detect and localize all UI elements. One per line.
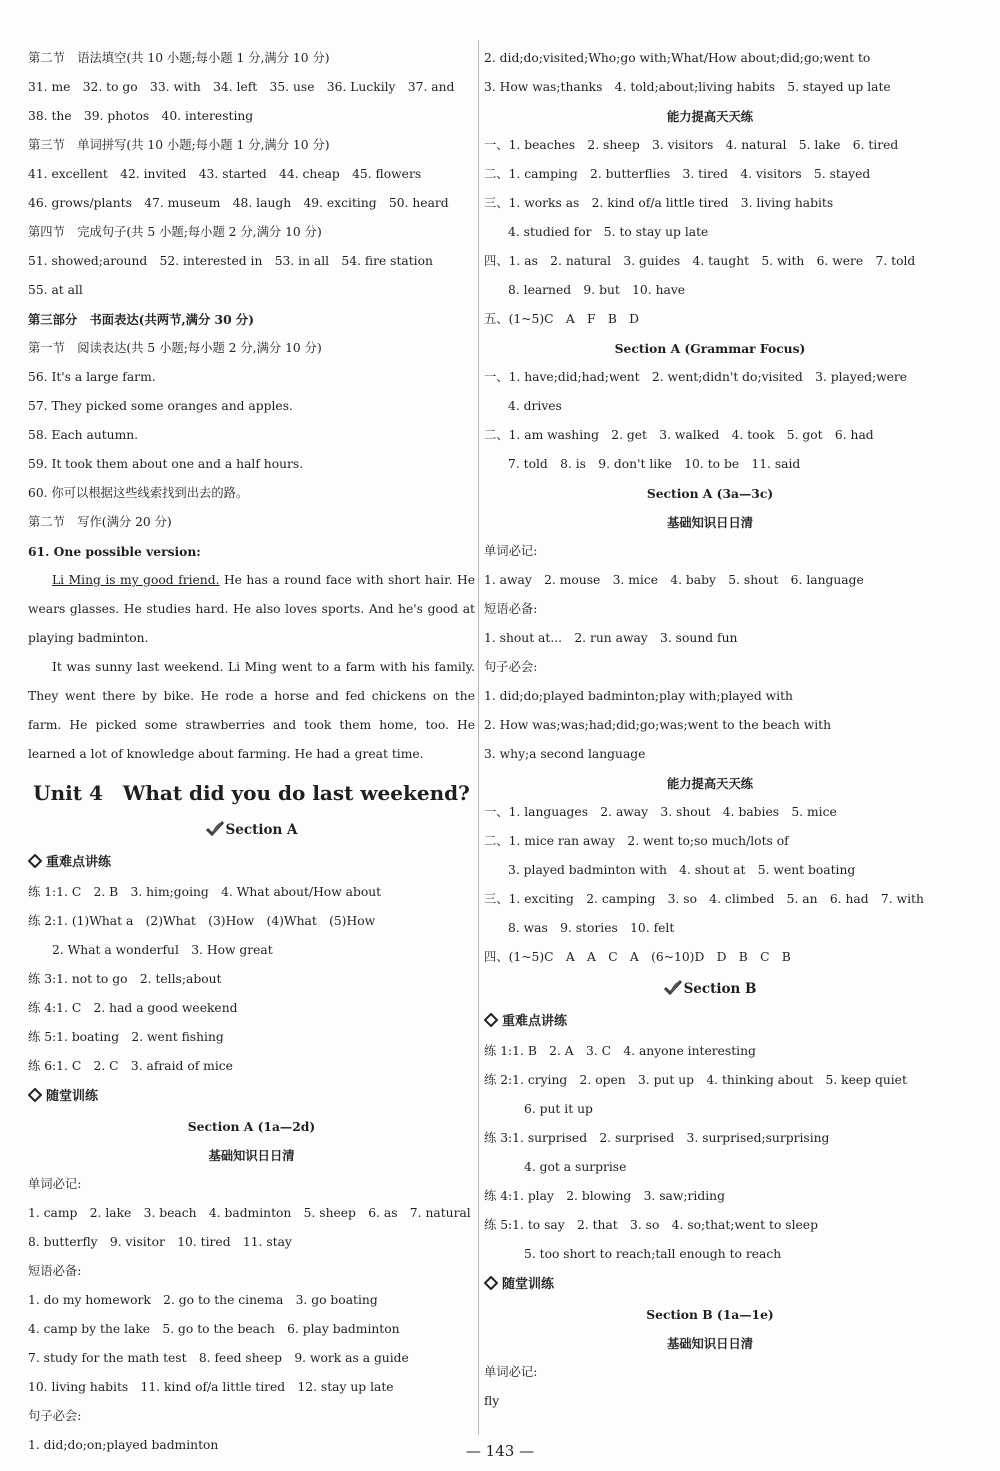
answer-line: 五、(1~5)C A F B D bbox=[484, 312, 640, 326]
answer-line: 三、1. exciting 2. camping 3. so 4. climbed 5. an 6. had 7. with bbox=[484, 892, 924, 906]
section-a-heading: Section A bbox=[28, 813, 475, 847]
suitang-heading-2: 随堂训练 bbox=[484, 1269, 936, 1300]
right-lines-1 bbox=[484, 44, 936, 102]
left-column bbox=[28, 44, 475, 1460]
diamond-icon bbox=[28, 1088, 42, 1102]
answer-line: 56. It's a large farm. bbox=[28, 370, 156, 384]
right-lines-3 bbox=[484, 363, 936, 479]
answer-line: 61. One possible version: bbox=[28, 544, 201, 559]
answer-line: 58. Each autumn. bbox=[28, 428, 139, 442]
answer-line: 46. grows/plants 47. museum 48. laugh 49. exciting 50. heard bbox=[28, 196, 449, 210]
answer-line: 4. got a surprise bbox=[524, 1160, 627, 1174]
answer-line: 1. do my homework 2. go to the cinema 3. go boating bbox=[28, 1293, 378, 1307]
answer-line: 练 2:1. crying 2. open 3. put up 4. thinking about 5. keep quiet bbox=[484, 1073, 907, 1087]
answer-line: 57. They picked some oranges and apples. bbox=[28, 399, 293, 413]
diamond-icon bbox=[484, 1276, 498, 1290]
answer-line: 第三节 单词拼写(共 10 小题;每小题 1 分,满分 10 分) bbox=[28, 138, 330, 152]
column-divider bbox=[478, 40, 479, 1435]
answer-line: 单词必记: bbox=[28, 1177, 82, 1191]
answer-line: 二、1. camping 2. butterflies 3. tired 4. visitors 5. stayed bbox=[484, 167, 871, 181]
answer-line: 5. too short to reach;tall enough to reach bbox=[524, 1247, 782, 1261]
answer-line: 练 3:1. surprised 2. surprised 3. surprised;surprising bbox=[484, 1131, 830, 1145]
answer-line: 38. the 39. photos 40. interesting bbox=[28, 109, 254, 123]
right-lines-5 bbox=[484, 798, 936, 972]
answer-line: 1. away 2. mouse 3. mice 4. baby 5. shout 6. language bbox=[484, 573, 864, 587]
answer-line: 2. did;do;visited;Who;go with;What/How about;did;go;went to bbox=[484, 51, 871, 65]
answer-line: 一、1. languages 2. away 3. shout 4. babies 5. mice bbox=[484, 805, 837, 819]
answer-line: 60. 你可以根据这些线索找到出去的路。 bbox=[28, 486, 249, 500]
answer-line: 单词必记: bbox=[484, 1365, 538, 1379]
nengli-title-1: 能力提高天天练 bbox=[666, 109, 754, 124]
answer-line: 7. told 8. is 9. don't like 10. to be 11. said bbox=[508, 457, 801, 471]
left-lines-top bbox=[28, 44, 475, 566]
answer-line: 单词必记: bbox=[484, 544, 538, 558]
answer-line: 3. why;a second language bbox=[484, 747, 646, 761]
leaf-check-icon bbox=[664, 979, 682, 995]
answer-line: 3. played badminton with 4. shout at 5. went boating bbox=[508, 863, 856, 877]
answer-line: 练 5:1. boating 2. went fishing bbox=[28, 1030, 224, 1044]
essay-paragraph-1: Li Ming is my good friend. He has a round face with short hair. He wears glasses. He studies hard. He also loves sports. And he's good at playing badminton. bbox=[28, 573, 475, 645]
leaf-check-icon bbox=[206, 820, 224, 836]
answer-line: 8. learned 9. but 10. have bbox=[508, 283, 686, 297]
answer-line: 二、1. mice ran away 2. went to;so much/lots of bbox=[484, 834, 789, 848]
jichu-title: 基础知识日日清 bbox=[208, 1148, 295, 1163]
right-column bbox=[484, 44, 936, 1416]
answer-line: 三、1. works as 2. kind of/a little tired 3. living habits bbox=[484, 196, 834, 210]
right-lines-7 bbox=[484, 1358, 936, 1416]
unit-title: Unit 4 What did you do last weekend? bbox=[33, 781, 470, 805]
answer-line: 6. put it up bbox=[524, 1102, 593, 1116]
section-1a-1e-title: Section B (1a—1e) bbox=[646, 1307, 774, 1322]
answer-line: 四、1. as 2. natural 3. guides 4. taught 5. with 6. were 7. told bbox=[484, 254, 916, 268]
answer-line: 二、1. am washing 2. get 3. walked 4. took 5. got 6. had bbox=[484, 428, 874, 442]
section-1a-2d-title: Section A (1a—2d) bbox=[187, 1119, 316, 1134]
answer-line: 练 3:1. not to go 2. tells;about bbox=[28, 972, 222, 986]
jichu-title-2: 基础知识日日清 bbox=[666, 515, 754, 530]
answer-line: 练 5:1. to say 2. that 3. so 4. so;that;went to sleep bbox=[484, 1218, 818, 1232]
answer-line: fly bbox=[484, 1394, 500, 1408]
answer-line: 第二节 写作(满分 20 分) bbox=[28, 515, 172, 529]
diamond-icon bbox=[28, 854, 42, 868]
answer-line: 一、1. have;did;had;went 2. went;didn't do;visited 3. played;were bbox=[484, 370, 908, 384]
answer-line: 4. studied for 5. to stay up late bbox=[508, 225, 709, 239]
answer-line: 一、1. beaches 2. sheep 3. visitors 4. natural 5. lake 6. tired bbox=[484, 138, 899, 152]
answer-line: 2. What a wonderful 3. How great bbox=[52, 943, 273, 957]
jichu-title-3: 基础知识日日清 bbox=[666, 1336, 754, 1351]
answer-line: 10. living habits 11. kind of/a little tired 12. stay up late bbox=[28, 1380, 394, 1394]
answer-line: 句子必会: bbox=[28, 1409, 82, 1423]
section-b-heading: Section B bbox=[484, 972, 936, 1006]
nengli-title-2: 能力提高天天练 bbox=[666, 776, 754, 791]
answer-line: 练 4:1. play 2. blowing 3. saw;riding bbox=[484, 1189, 725, 1203]
answer-line: 第四节 完成句子(共 5 小题;每小题 2 分,满分 10 分) bbox=[28, 225, 322, 239]
answer-line: 短语必备: bbox=[484, 602, 538, 616]
answer-line: 1. camp 2. lake 3. beach 4. badminton 5. sheep 6. as 7. natural bbox=[28, 1206, 471, 1220]
answer-line: 8. was 9. stories 10. felt bbox=[508, 921, 675, 935]
answer-line: 41. excellent 42. invited 43. started 44. cheap 45. flowers bbox=[28, 167, 422, 181]
left-lines-mid bbox=[28, 878, 475, 1081]
answer-line: 1. did;do;on;played badminton bbox=[28, 1438, 219, 1452]
right-lines-2 bbox=[484, 131, 936, 334]
answer-line: 51. showed;around 52. interested in 53. in all 54. fire station bbox=[28, 254, 433, 268]
zhongnan-heading: 重难点讲练 bbox=[28, 847, 475, 878]
answer-line: 2. How was;was;had;did;go;was;went to the beach with bbox=[484, 718, 832, 732]
answer-line: 短语必备: bbox=[28, 1264, 82, 1278]
essay-underlined-sentence: Li Ming is my good friend. bbox=[52, 573, 220, 587]
answer-line: 1. shout at... 2. run away 3. sound fun bbox=[484, 631, 738, 645]
left-lines-bottom bbox=[28, 1170, 475, 1460]
answer-line: 练 6:1. C 2. C 3. afraid of mice bbox=[28, 1059, 233, 1073]
essay-paragraph-2: It was sunny last weekend. Li Ming went to a farm with his family. They went there by bike. He rode a horse and fed chickens on the farm. He picked some strawberries and took them home, too. He learned a lot of knowledge about farming. He had a great time. bbox=[28, 660, 475, 761]
page-number: — 143 — bbox=[465, 1442, 535, 1460]
answer-line: 练 1:1. B 2. A 3. C 4. anyone interesting bbox=[484, 1044, 756, 1058]
zhongnan-heading-2: 重难点讲练 bbox=[484, 1006, 936, 1037]
answer-line: 31. me 32. to go 33. with 34. left 35. use 36. Luckily 37. and bbox=[28, 80, 455, 94]
answer-line: 句子必会: bbox=[484, 660, 538, 674]
section-3a-3c-title: Section A (3a—3c) bbox=[646, 486, 774, 501]
answer-line: 第三部分 书面表达(共两节,满分 30 分) bbox=[28, 312, 255, 327]
answer-line: 练 2:1. (1)What a (2)What (3)How (4)What (5)How bbox=[28, 914, 376, 928]
right-lines-4 bbox=[484, 537, 936, 769]
answer-line: 第一节 阅读表达(共 5 小题;每小题 2 分,满分 10 分) bbox=[28, 341, 322, 355]
suitang-heading: 随堂训练 bbox=[28, 1081, 475, 1112]
answer-line: 四、(1~5)C A A C A (6~10)D D B C B bbox=[484, 950, 791, 964]
answer-line: 8. butterfly 9. visitor 10. tired 11. stay bbox=[28, 1235, 292, 1249]
answer-line: 第二节 语法填空(共 10 小题;每小题 1 分,满分 10 分) bbox=[28, 51, 330, 65]
answer-line: 7. study for the math test 8. feed sheep 9. work as a guide bbox=[28, 1351, 409, 1365]
diamond-icon bbox=[484, 1013, 498, 1027]
answer-line: 55. at all bbox=[28, 283, 83, 297]
answer-line: 59. It took them about one and a half hours. bbox=[28, 457, 304, 471]
section-grammar-title: Section A (Grammar Focus) bbox=[614, 341, 806, 356]
right-lines-6 bbox=[484, 1037, 936, 1269]
answer-line: 练 4:1. C 2. had a good weekend bbox=[28, 1001, 238, 1015]
answer-line: 3. How was;thanks 4. told;about;living habits 5. stayed up late bbox=[484, 80, 891, 94]
answer-line: 练 1:1. C 2. B 3. him;going 4. What about/How about bbox=[28, 885, 382, 899]
answer-line: 4. camp by the lake 5. go to the beach 6. play badminton bbox=[28, 1322, 400, 1336]
answer-line: 4. drives bbox=[508, 399, 562, 413]
answer-line: 1. did;do;played badminton;play with;played with bbox=[484, 689, 793, 703]
